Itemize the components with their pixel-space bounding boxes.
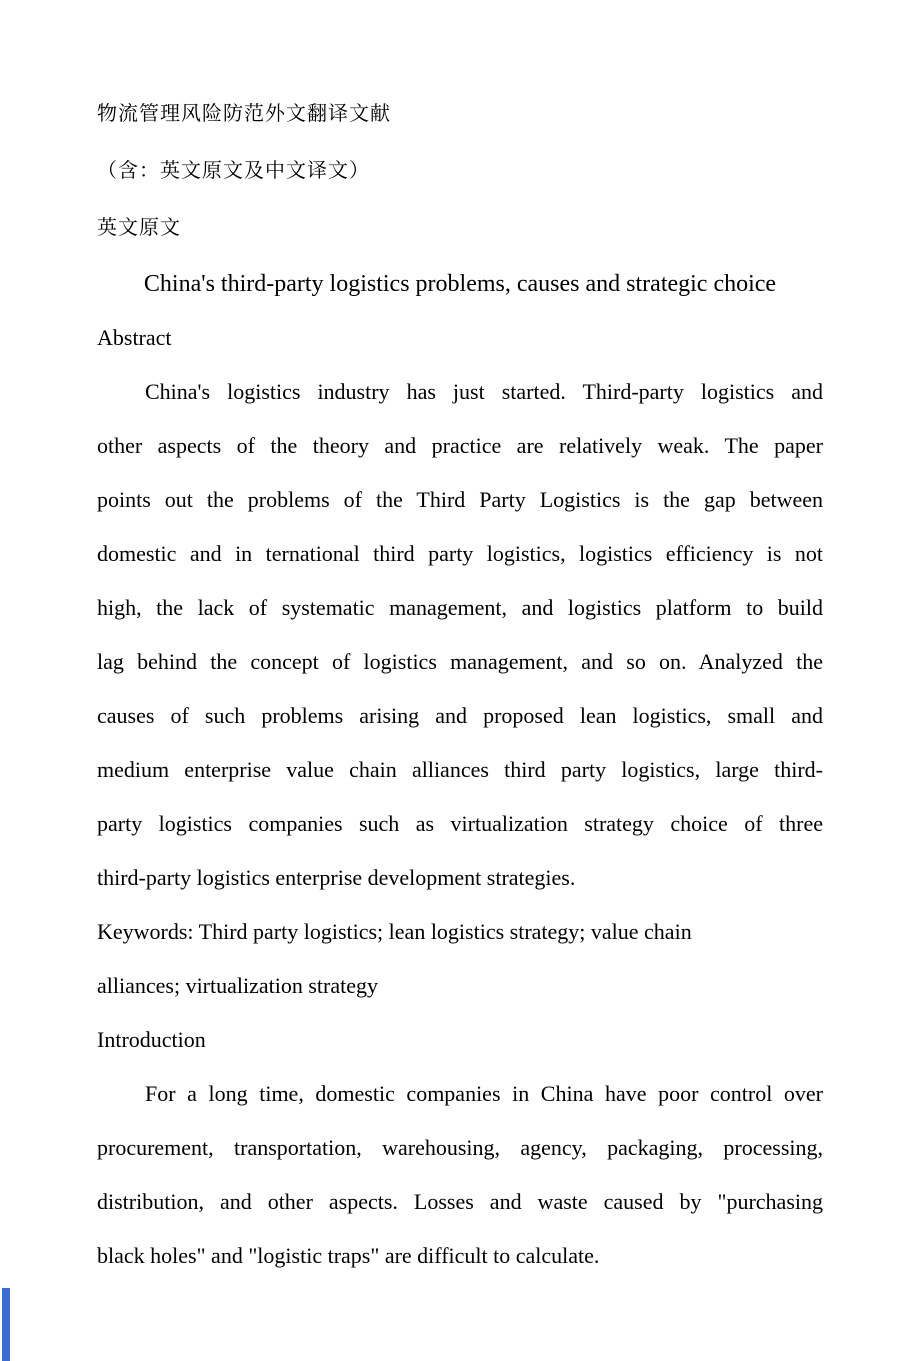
abstract-text-line: other aspects of the theory and practice are relatively weak. The paper	[97, 433, 823, 458]
abstract-text-line: high, the lack of systematic management, and logistics platform to build	[97, 595, 823, 620]
abstract-text-line: lag behind the concept of logistics management, and so on. Analyzed the	[97, 649, 823, 674]
abstract-text-line: party logistics companies such as virtualization strategy choice of three	[97, 811, 823, 836]
introduction-heading: Introduction	[97, 1027, 206, 1052]
cjk-heading-sub: （含：英文原文及中文译文）	[97, 160, 370, 182]
blue-corner-marker	[2, 1288, 10, 1361]
keywords-line: alliances; virtualization strategy	[97, 973, 379, 998]
abstract-heading: Abstract	[97, 325, 172, 350]
abstract-text-line: medium enterprise value chain alliances third party logistics, large third-	[97, 757, 823, 782]
introduction-text-line: For a long time, domestic companies in China have poor control over	[145, 1081, 823, 1106]
cjk-heading-main: 物流管理风险防范外文翻译文献	[97, 103, 391, 125]
cjk-heading-english-original: 英文原文	[97, 217, 181, 239]
abstract-text-line: third-party logistics enterprise development strategies.	[97, 865, 576, 890]
abstract-text-line: points out the problems of the Third Party Logistics is the gap between	[97, 487, 823, 512]
introduction-text-line: procurement, transportation, warehousing, agency, packaging, processing,	[97, 1135, 823, 1160]
document-content	[97, 86, 823, 1283]
abstract-text-line: domestic and in ternational third party logistics, logistics efficiency is not	[97, 541, 823, 566]
keywords-line: Keywords: Third party logistics; lean logistics strategy; value chain	[97, 919, 692, 944]
abstract-text-line: China's logistics industry has just started. Third-party logistics and	[145, 379, 823, 404]
introduction-text-line: distribution, and other aspects. Losses and waste caused by "purchasing	[97, 1189, 823, 1214]
article-title: China's third-party logistics problems, causes and strategic choice	[143, 271, 777, 297]
introduction-text-line: black holes" and "logistic traps" are difficult to calculate.	[97, 1243, 600, 1268]
abstract-text-line: causes of such problems arising and proposed lean logistics, small and	[97, 703, 823, 728]
